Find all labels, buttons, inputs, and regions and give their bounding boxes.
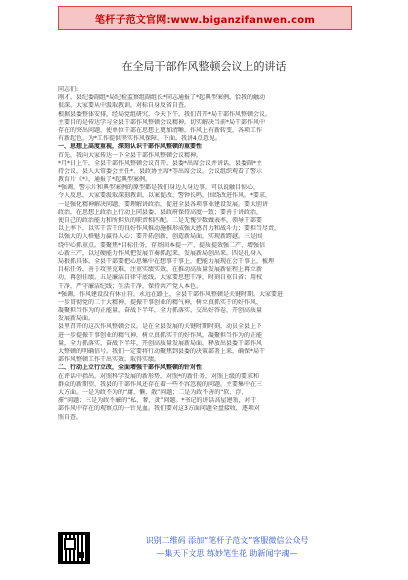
qr-code-icon[interactable] — [58, 532, 90, 564]
body-line: 使自己的政治能力和所担负的职责相匹配。二是无愧少数做表率。领导干部要 — [58, 217, 263, 224]
body-line: 存在的突出问题，使单位干部在思想上更加清晰，作风上有新转变，各项工作 — [58, 126, 263, 134]
body-line: 心新三产，以过硬能力作风把发展节奏抓起来，发展新局创出来。四是扎身入 — [58, 249, 263, 257]
body-line: 以强大的人格魅力赢得人心；要开拓创新，创造新局面，实现新跨越。三是围 — [58, 233, 263, 241]
body-line: 教育片《*》，通报了*起典型案例。 — [58, 176, 152, 184]
body-line: 很深。大家要从中汲取教训，对标自身反省自查。 — [58, 102, 191, 110]
section-heading: 一、思想上高度重视，深刻认识干部作风整顿的重要性 — [58, 143, 203, 151]
body-line: 同志们: — [58, 86, 79, 93]
body-line: *强调，作风建设没有休止符，永远在路上，全县干部作风整顿是关键时期，大家要进 — [58, 290, 284, 298]
body-line: 县里召开的这次作风整顿会议，是在全县发展的关键时期时刻，动员全县上下 — [58, 323, 263, 331]
body-line: 凝聚担当作为的正能量，奋战下半年，全力抓落实、交出好答卷，开创高质量 — [58, 307, 263, 315]
body-line: 有新起色，为*工作提供坚实作风保障。下面，我讲4点意见。 — [58, 135, 221, 143]
footer — [58, 532, 358, 572]
body-line: 发展新局面。 — [58, 315, 95, 323]
body-line: 一是强化精神解决问题，要理解讲政治，促进全县各项事业建设发展。要大胆讲 — [58, 200, 269, 208]
body-line: *强调，警示片和典型案例的原型都是我们身边人身边事，可以说触目惊心， — [58, 184, 260, 192]
footer-line-1: 识别二维码 添加“笔杆子范文”客服微信公众号 — [145, 536, 309, 545]
footer-text — [102, 534, 352, 560]
body-line: 令人反思，大家要汲取深刻教训，以案促改、警钟长鸣，围绕改进作风。*要求， — [58, 192, 272, 200]
body-line: 首先，我向大家传达一下全县干部作风整顿会议精神。 — [58, 151, 203, 159]
body-line: 滞”问题；三是为政不廉的“私、奢、贪”问题。*书记的讲话高屋建瓴，对干 — [58, 397, 257, 405]
body-line: 量，全力抓落实、奋战下半年，开创高质量发展新局面，释放出县委干部作风 — [58, 339, 263, 347]
site-banner[interactable] — [58, 6, 352, 30]
body-line: 大方面。一是为政不为的“庸、懒、散”问题；二是为政不善的“软、浮、 — [58, 388, 248, 396]
body-line: 一步贯彻党的二十大精神，提振干事创业的精气神，树立真抓实干的好作风， — [58, 298, 263, 306]
body-line: 绕中心抓重点。要聚焦*目标任务，存基固本提一产、提质提效强二产、增强信 — [58, 241, 266, 249]
body-line: 群众的新期望，我县的干部作风还存在着一些不容忽视的问题。主要集中在三 — [58, 380, 263, 388]
body-line: 照自查。 — [58, 413, 83, 421]
footer-line-2: —集天下文思 练妙笔生花 助新闻字魂— — [156, 549, 298, 558]
body-line: 以上率下，以实干苦干的良好作风推动施推形成强大感召力和战斗力；要担当尽责， — [58, 225, 281, 233]
body-line: 持会议，县人大常委会主任*、县政协主席*等出席会议。会议组织观看了警示 — [58, 167, 263, 175]
body-line: 根据县委整体安排，经局党组研究，今天下午，我们召开*局干部作风整顿会议。 — [58, 110, 272, 118]
banner-text: 笔杆子范文官网:www.biganzifanwen.com — [95, 14, 315, 26]
body-line: 主要目的是传达学习全县干部作风整顿会议精神，切实解决当前*局干部作风中 — [58, 118, 266, 126]
body-line: 部作风中存在的观察点的一针见血。我们要对这3方面问题全盘接收，逐项对 — [58, 405, 260, 413]
document-title: 在全局干部作风整顿会议上的讲话 — [121, 60, 287, 73]
body-line: 在评话中指出，对照科学发展的新形势，对照*的新任务，对照上级的要求和 — [58, 372, 260, 380]
body-line: *月*日上午，全县干部作风整顿会议召开。县委*出席会议并讲话，县委副*主 — [58, 159, 263, 167]
section-heading: 二、行动上立行立改，全面增强干部作风整顿的针对性 — [58, 364, 203, 372]
body-line: 目标任务，善于攻坚克难，注重实绩实效，在推动高质量发展新征程上再立新 — [58, 266, 263, 274]
document-body — [58, 86, 348, 422]
body-line: 进一步提振干事创业的精气神，树立真抓实干的好作风，凝聚担当作为的正能 — [58, 331, 263, 339]
body-line: 干净，严守廉洁纪线；生活干净，保持共产党人本色。 — [58, 282, 203, 290]
body-line: 局狠抓具体。全县干部要把心思集中在想事干事上，把能力展现在会干事上，梳理 — [58, 257, 275, 265]
body-line: 刚才，县纪委副组*局纪检监察组副组长*同志通报了*起典型案例，恰我的触动 — [58, 94, 266, 102]
body-line: 大整顿的明确信号。我们一定要将行动聚焦到县委的决策部署上来，确保*局干 — [58, 348, 266, 355]
body-line: 部作风整顿工作干出实效，取得实绩。 — [58, 356, 161, 364]
body-line: 功，再创佳绩。五是廉洁自律守底线。大家要思想干净，时刻自重自省；用权 — [58, 274, 263, 282]
body-line: 政治，在思想上政治上行动上同县委、县政府保持高度一致；要善于讲政治， — [58, 208, 263, 216]
